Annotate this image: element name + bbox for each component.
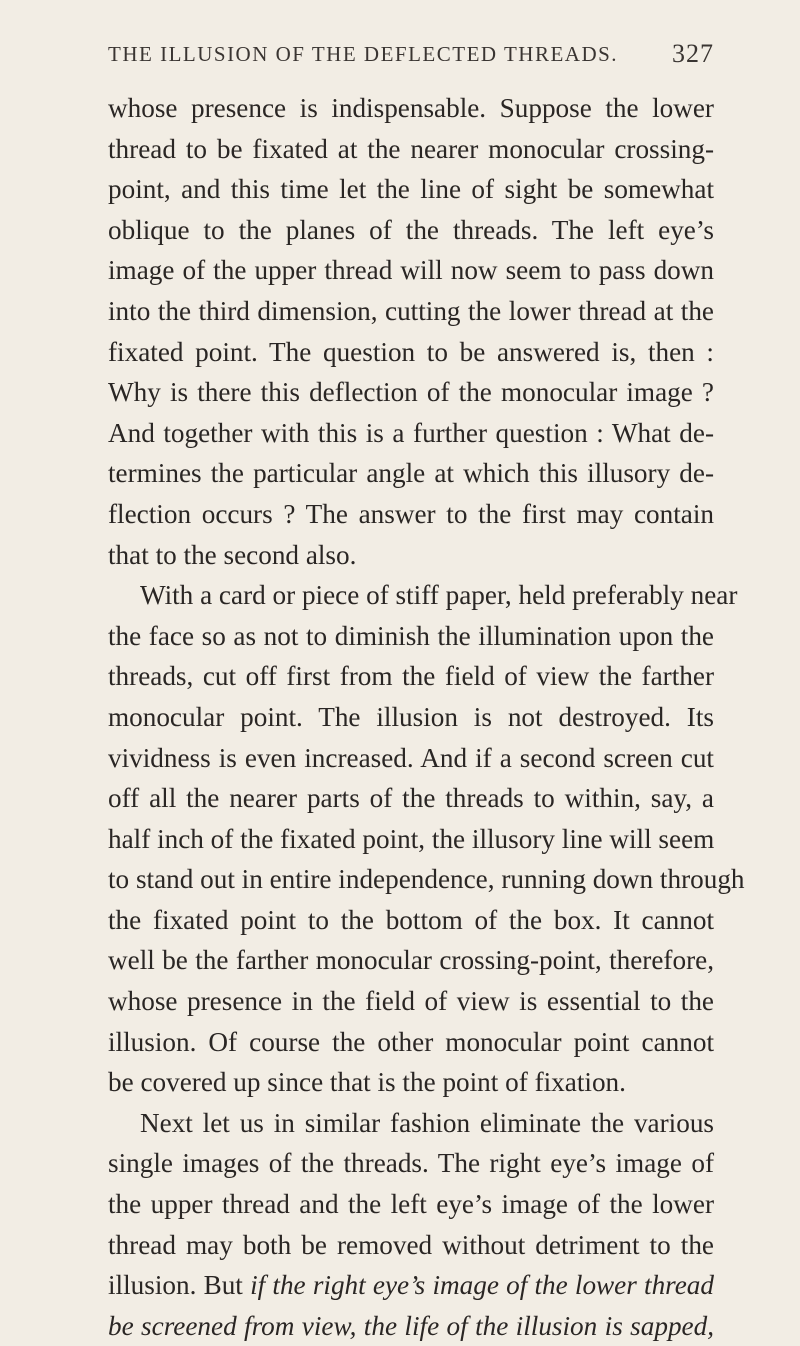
body-text bbox=[108, 88, 745, 1346]
text-line: into the third dimension, cutting the lower thread at the bbox=[108, 295, 714, 326]
text-line: to stand out in entire independence, running down through bbox=[108, 864, 745, 895]
text-line: vividness is even increased. And if a second screen cut bbox=[108, 742, 714, 773]
text-line: that to the second also. bbox=[108, 539, 357, 570]
text-line: half inch of the fixated point, the illusory line will seem bbox=[108, 823, 715, 854]
text-line: Why is there this deflection of the monocular image ? bbox=[108, 377, 714, 408]
text-line: monocular point. The illusion is not destroyed. Its bbox=[108, 701, 714, 732]
text-line: the face so as not to diminish the illumination upon the bbox=[108, 620, 714, 651]
text-line: whose presence is indispensable. Suppose the lower bbox=[108, 93, 714, 123]
text-line: With a card or piece of stiff paper, held preferably near bbox=[140, 580, 738, 611]
text-line: whose presence in the field of view is essential to the bbox=[108, 986, 714, 1017]
text-line-italic bbox=[108, 1306, 714, 1346]
text-line: off all the nearer parts of the threads to within, say, a bbox=[108, 783, 714, 814]
text-line: fixated point. The question to be answered is, then : bbox=[108, 336, 714, 367]
text-line: Next let us in similar fashion eliminate the various bbox=[140, 1107, 714, 1138]
text-line: well be the farther monocular crossing-point, therefore, bbox=[108, 945, 714, 976]
italic-run: be screened from view, the life of the illusion is sapped, bbox=[108, 1310, 714, 1341]
text-line: oblique to the planes of the threads. The left eye’s bbox=[108, 214, 714, 245]
text-line: threads, cut off first from the field of view the farther bbox=[108, 661, 714, 692]
text-line-mixed bbox=[108, 1265, 714, 1306]
text-line: single images of the threads. The right eye’s image of bbox=[108, 1148, 714, 1179]
text-line: illusion. Of course the other monocular point cannot bbox=[108, 1026, 714, 1057]
text-line: the fixated point to the bottom of the box. It cannot bbox=[108, 904, 714, 935]
text-line: image of the upper thread will now seem to pass down bbox=[108, 255, 714, 286]
text-line: point, and this time let the line of sight be somewhat bbox=[108, 174, 714, 205]
text-line: thread to be fixated at the nearer monocular crossing- bbox=[108, 133, 714, 164]
running-head-title: THE ILLUSION OF THE DEFLECTED THREADS. bbox=[108, 42, 619, 66]
text-line: termines the particular angle at which this illusory de- bbox=[108, 458, 714, 489]
text-line: be covered up since that is the point of fixation. bbox=[108, 1067, 626, 1098]
plain-run: illusion. But bbox=[108, 1270, 251, 1301]
text-line: And together with this is a further question : What de- bbox=[108, 417, 714, 448]
italic-run: if the right eye’s image of the lower thread bbox=[250, 1270, 714, 1301]
text-line: thread may both be removed without detriment to the bbox=[108, 1229, 714, 1260]
text-line: flection occurs ? The answer to the first may contain bbox=[108, 498, 714, 529]
page-number: 327 bbox=[672, 39, 714, 68]
text-line: the upper thread and the left eye’s image of the lower bbox=[108, 1189, 714, 1220]
